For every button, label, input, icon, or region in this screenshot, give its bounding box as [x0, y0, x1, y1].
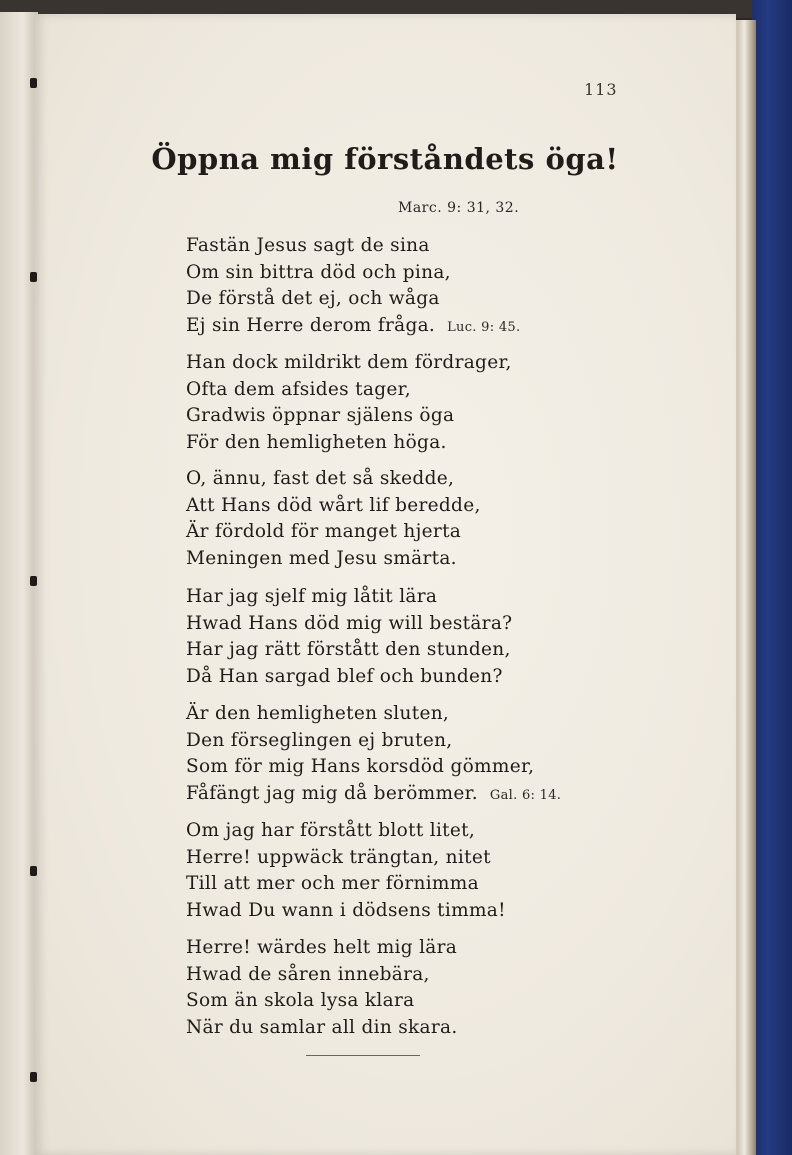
verse-line: Då Han sargad blef och bunden? — [186, 666, 503, 688]
verse-line: Han dock mildrikt dem fördrager, — [186, 352, 512, 373]
poem-title: Öppna mig förståndets öga! — [151, 142, 619, 176]
stanza-5 — [186, 702, 606, 809]
verse-line: Herre! wärdes helt mig lära — [186, 937, 458, 958]
stanza-2 — [186, 351, 606, 458]
verse-line: Fåfängt jag mig då berömmer. Gal. 6: 14. — [186, 783, 562, 805]
end-rule — [306, 1055, 420, 1056]
verse-line: Fastän Jesus sagt de sina — [186, 235, 430, 256]
binding-stitch — [30, 78, 37, 88]
binding-stitch — [30, 576, 37, 586]
verse-line: Som för mig Hans korsdöd gömmer, — [186, 756, 535, 778]
verse-line: Är den hemligheten sluten, — [186, 703, 450, 724]
scripture-reference: Marc. 9: 31, 32. — [398, 200, 520, 216]
verse-line: Hwad Du wann i dödsens timma! — [186, 900, 506, 922]
verse-reference: Gal. 6: 14. — [489, 788, 562, 804]
stanza-6 — [186, 819, 606, 926]
verse-line: När du samlar all din skara. — [186, 1017, 458, 1039]
verse-line: Att Hans död wårt lif beredde, — [186, 494, 481, 516]
verse-line: De förstå det ej, och wåga — [186, 288, 440, 310]
verse-line: Ofta dem afsides tager, — [186, 378, 411, 400]
binding-stitch — [30, 272, 37, 282]
verse-line: Har jag rätt förstått den stunden, — [186, 639, 511, 661]
stanza-4 — [186, 585, 606, 692]
stanza-3 — [186, 467, 606, 574]
stanza-7 — [186, 936, 606, 1043]
binding-stitch — [30, 866, 37, 876]
verse-line: Hwad Hans död mig will bestära? — [186, 612, 513, 634]
book-cover-edge — [752, 0, 792, 1155]
verse-line: Är fördold för manget hjerta — [186, 521, 462, 543]
verse-line: Herre! uppwäck trängtan, nitet — [186, 846, 491, 868]
verse-line: Till att mer och mer förnimma — [186, 873, 479, 895]
verse-line: Som än skola lysa klara — [186, 990, 415, 1012]
page-number: 113 — [584, 80, 618, 99]
verse-line: Om jag har förstått blott litet, — [186, 820, 476, 841]
verse-line: För den hemligheten höga. — [186, 432, 447, 454]
verse-line: Om sin bittra död och pina, — [186, 261, 451, 283]
verse-reference: Luc. 9: 45. — [447, 320, 521, 336]
verse-line: Den förseglingen ej bruten, — [186, 729, 453, 751]
verse-line: Meningen med Jesu smärta. — [186, 548, 457, 570]
binding-stitch — [30, 1072, 37, 1082]
verse-line: Hwad de såren innebära, — [186, 963, 430, 985]
verse-line: Gradwis öppnar själens öga — [186, 405, 455, 427]
stanza-1 — [186, 234, 606, 341]
verse-line: O, ännu, fast det så skedde, — [186, 468, 455, 489]
verse-line: Har jag sjelf mig låtit lära — [186, 586, 438, 607]
verse-line: Ej sin Herre derom fråga. Luc. 9: 45. — [186, 315, 521, 337]
